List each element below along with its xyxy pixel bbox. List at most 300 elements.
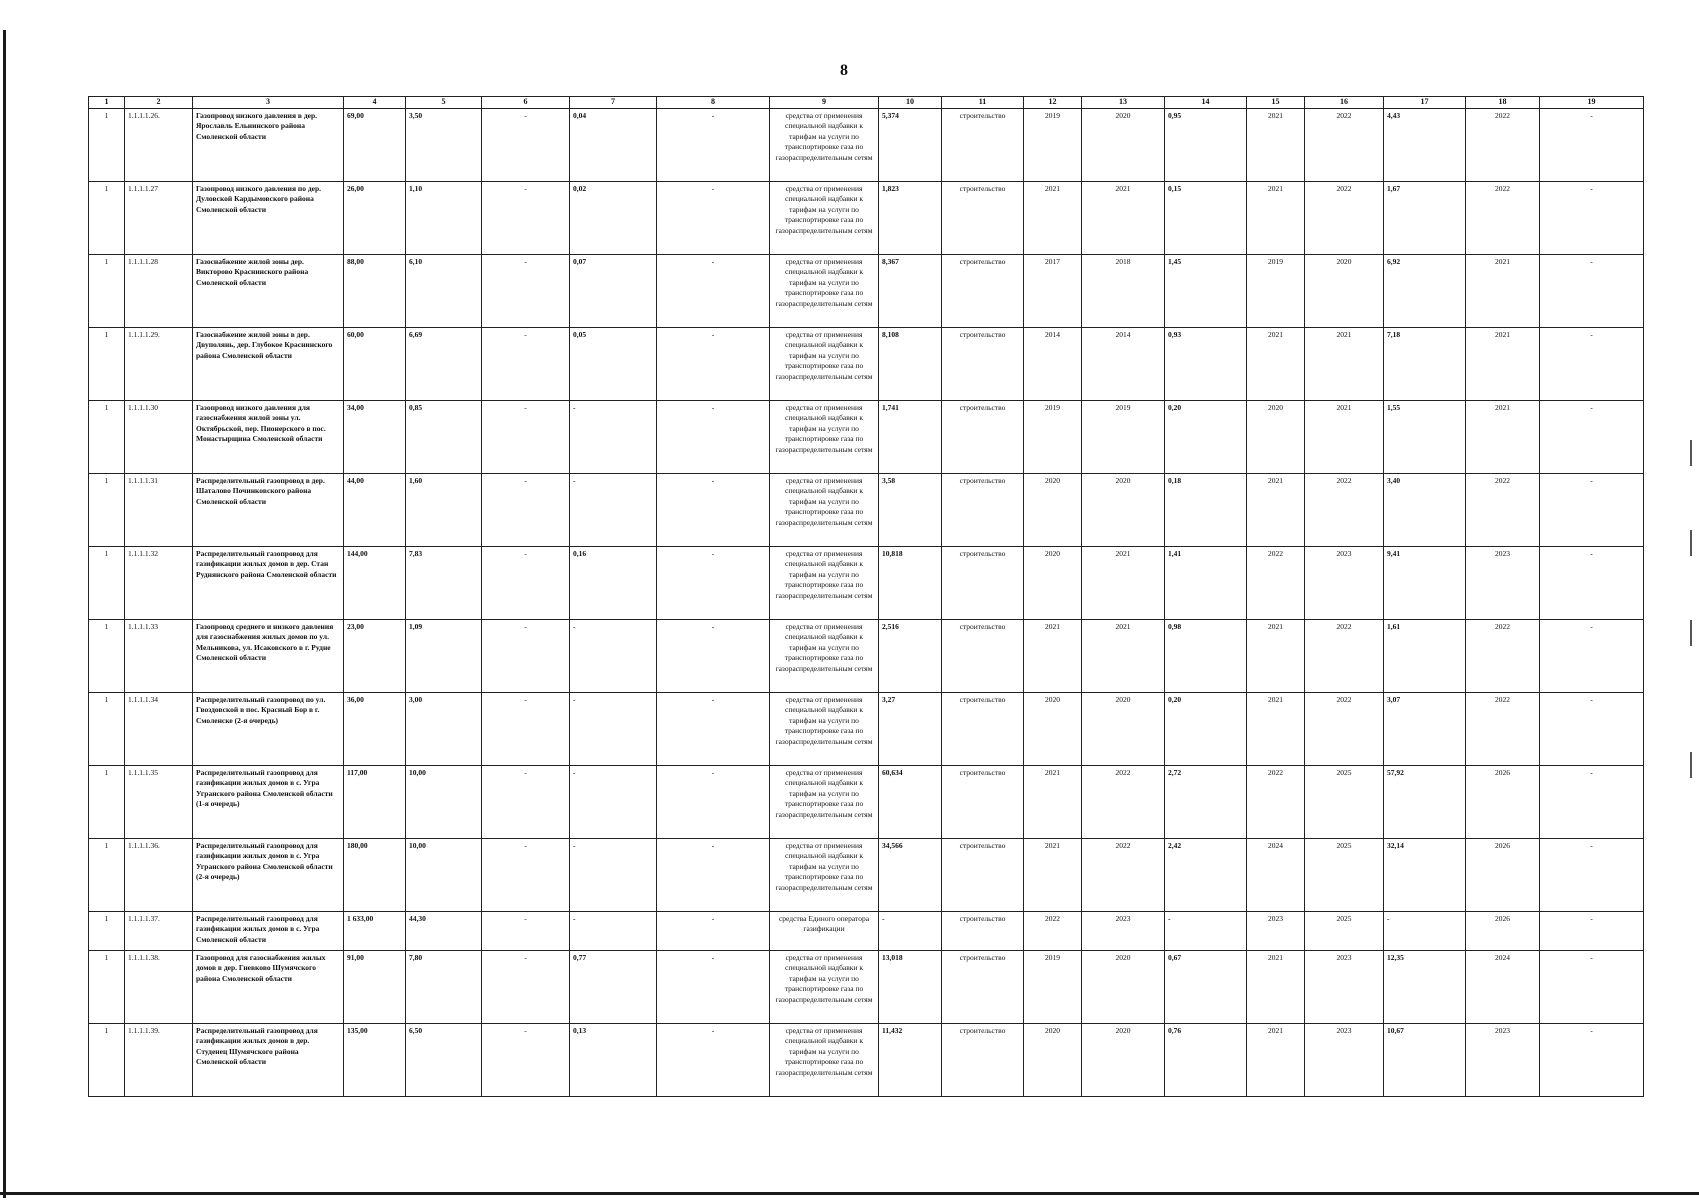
scan-border-left [3,30,6,1198]
column-header: 18 [1466,97,1540,109]
cell-value-5: 7,80 [406,950,482,1023]
cell-value-8: - [657,950,770,1023]
cell-year-15: 2021 [1247,692,1305,765]
cell-value-14: 1,45 [1165,254,1247,327]
cell-year-16: 2022 [1305,692,1384,765]
cell-work-type: строительство [942,327,1024,400]
cell-value-14: 0,15 [1165,181,1247,254]
column-header: 5 [406,97,482,109]
cell-cost: 1,741 [879,400,942,473]
cell-year-16: 2023 [1305,950,1384,1023]
cell-value-14: - [1165,911,1247,950]
cell-value-5: 1,10 [406,181,482,254]
cell-year-18: 2021 [1466,327,1540,400]
cell-value-5: 3,50 [406,108,482,181]
column-header: 17 [1384,97,1466,109]
cell-object-name: Распределительный газопровод по ул. Гвоздовской в пос. Красный Бор в г. Смоленске (2-я очередь) [193,692,344,765]
cell-work-type: строительство [942,619,1024,692]
cell-year-16: 2022 [1305,181,1384,254]
cell-year-16: 2022 [1305,108,1384,181]
cell-value-6: - [482,181,570,254]
cell-value-14: 0,98 [1165,619,1247,692]
cell-value-7: - [570,692,657,765]
scan-mark [1690,530,1692,556]
cell-value-19: - [1540,400,1644,473]
cell-year-end: 2020 [1082,473,1165,546]
cell-value-8: - [657,619,770,692]
table-row [89,838,1644,911]
cell-length: 180,00 [344,838,406,911]
cell-value-6: - [482,911,570,950]
cell-funding-source: средства от применения специальной надбавки к тарифам на услуги по транспортировке газа по газораспределительным сетям [770,108,879,181]
cell-value-17: 3,07 [1384,692,1466,765]
cell-value-8: - [657,692,770,765]
cell-section: 1 [89,619,125,692]
cell-year-18: 2024 [1466,950,1540,1023]
cell-year-end: 2014 [1082,327,1165,400]
cell-code: 1.1.1.1.37. [125,911,193,950]
cell-year-15: 2021 [1247,619,1305,692]
cell-value-19: - [1540,765,1644,838]
cell-value-19: - [1540,473,1644,546]
cell-year-18: 2023 [1466,1023,1540,1096]
cell-funding-source: средства от применения специальной надбавки к тарифам на услуги по транспортировке газа по газораспределительным сетям [770,473,879,546]
column-header: 1 [89,97,125,109]
cell-value-7: - [570,838,657,911]
cell-value-8: - [657,400,770,473]
cell-length: 23,00 [344,619,406,692]
cell-value-17: 12,35 [1384,950,1466,1023]
cell-cost: 11,432 [879,1023,942,1096]
column-header: 8 [657,97,770,109]
cell-section: 1 [89,400,125,473]
cell-section: 1 [89,181,125,254]
table-row [89,254,1644,327]
table-body [89,97,1644,1097]
cell-year-15: 2021 [1247,950,1305,1023]
cell-value-6: - [482,619,570,692]
cell-value-6: - [482,546,570,619]
cell-section: 1 [89,765,125,838]
table-row [89,950,1644,1023]
cell-work-type: строительство [942,254,1024,327]
scan-mark [1690,752,1692,778]
cell-length: 69,00 [344,108,406,181]
cell-value-19: - [1540,619,1644,692]
table-row [89,1023,1644,1096]
cell-year-15: 2019 [1247,254,1305,327]
cell-value-8: - [657,473,770,546]
table-row [89,181,1644,254]
cell-value-17: 9,41 [1384,546,1466,619]
cell-value-14: 0,20 [1165,692,1247,765]
cell-length: 117,00 [344,765,406,838]
cell-year-16: 2023 [1305,546,1384,619]
data-table [88,96,1644,1097]
cell-value-8: - [657,1023,770,1096]
column-header: 10 [879,97,942,109]
cell-funding-source: средства от применения специальной надбавки к тарифам на услуги по транспортировке газа по газораспределительным сетям [770,546,879,619]
cell-object-name: Газоснабжение жилой зоны дер. Викторово Краснинского района Смоленской области [193,254,344,327]
cell-value-5: 7,83 [406,546,482,619]
cell-value-7: 0,13 [570,1023,657,1096]
cell-year-start: 2020 [1024,473,1082,546]
cell-code: 1.1.1.1.39. [125,1023,193,1096]
cell-value-7: 0,16 [570,546,657,619]
cell-funding-source: средства от применения специальной надбавки к тарифам на услуги по транспортировке газа по газораспределительным сетям [770,400,879,473]
cell-value-17: 3,40 [1384,473,1466,546]
cell-year-16: 2025 [1305,765,1384,838]
cell-object-name: Газопровод среднего и низкого давления для газоснабжения жилых домов по ул. Мельникова, ул. Исаковского в г. Рудне Смоленской области [193,619,344,692]
cell-value-6: - [482,838,570,911]
cell-value-5: 10,00 [406,838,482,911]
cell-year-15: 2023 [1247,911,1305,950]
cell-year-start: 2021 [1024,838,1082,911]
table-row [89,692,1644,765]
cell-year-start: 2021 [1024,181,1082,254]
cell-funding-source: средства от применения специальной надбавки к тарифам на услуги по транспортировке газа по газораспределительным сетям [770,327,879,400]
cell-year-end: 2021 [1082,181,1165,254]
cell-year-end: 2022 [1082,838,1165,911]
cell-code: 1.1.1.1.36. [125,838,193,911]
cell-section: 1 [89,838,125,911]
cell-object-name: Распределительный газопровод для газификации жилых домов в дер. Стан Руднянского района Смоленской области [193,546,344,619]
cell-value-7: 0,02 [570,181,657,254]
cell-section: 1 [89,692,125,765]
cell-object-name: Распределительный газопровод в дер. Шаталово Починковского района Смоленской области [193,473,344,546]
cell-value-14: 2,72 [1165,765,1247,838]
cell-year-end: 2023 [1082,911,1165,950]
cell-value-17: 32,14 [1384,838,1466,911]
cell-value-6: - [482,108,570,181]
cell-year-15: 2021 [1247,181,1305,254]
column-header: 16 [1305,97,1384,109]
cell-length: 135,00 [344,1023,406,1096]
cell-length: 91,00 [344,950,406,1023]
cell-value-7: 0,07 [570,254,657,327]
cell-cost: 8,367 [879,254,942,327]
cell-work-type: строительство [942,838,1024,911]
cell-value-7: - [570,619,657,692]
cell-length: 60,00 [344,327,406,400]
cell-value-6: - [482,692,570,765]
column-header: 12 [1024,97,1082,109]
cell-code: 1.1.1.1.26. [125,108,193,181]
cell-value-17: 1,67 [1384,181,1466,254]
cell-work-type: строительство [942,473,1024,546]
cell-cost: 1,823 [879,181,942,254]
cell-object-name: Газопровод низкого давления для газоснабжения жилой зоны ул. Октябрьской, пер. Пионерского в пос. Монастырщина Смоленской области [193,400,344,473]
cell-year-15: 2022 [1247,765,1305,838]
cell-cost: 2,516 [879,619,942,692]
cell-year-start: 2017 [1024,254,1082,327]
cell-year-16: 2025 [1305,838,1384,911]
cell-funding-source: средства от применения специальной надбавки к тарифам на услуги по транспортировке газа по газораспределительным сетям [770,950,879,1023]
cell-year-end: 2021 [1082,546,1165,619]
cell-value-5: 6,50 [406,1023,482,1096]
cell-section: 1 [89,546,125,619]
cell-year-start: 2014 [1024,327,1082,400]
table-header-row [89,97,1644,109]
cell-year-16: 2022 [1305,473,1384,546]
cell-value-7: 0,77 [570,950,657,1023]
cell-funding-source: средства от применения специальной надбавки к тарифам на услуги по транспортировке газа по газораспределительным сетям [770,181,879,254]
cell-year-start: 2020 [1024,546,1082,619]
cell-value-19: - [1540,108,1644,181]
cell-year-18: 2026 [1466,765,1540,838]
cell-value-17: 1,55 [1384,400,1466,473]
cell-value-5: 10,00 [406,765,482,838]
cell-year-16: 2025 [1305,911,1384,950]
cell-value-17: 57,92 [1384,765,1466,838]
cell-funding-source: средства от применения специальной надбавки к тарифам на услуги по транспортировке газа по газораспределительным сетям [770,765,879,838]
cell-value-17: - [1384,911,1466,950]
cell-year-18: 2022 [1466,108,1540,181]
cell-year-end: 2020 [1082,692,1165,765]
cell-funding-source: средства от применения специальной надбавки к тарифам на услуги по транспортировке газа по газораспределительным сетям [770,838,879,911]
cell-object-name: Газопровод низкого давления в дер. Ярославль Ельнинского района Смоленской области [193,108,344,181]
cell-value-17: 10,67 [1384,1023,1466,1096]
cell-year-16: 2021 [1305,400,1384,473]
cell-year-15: 2021 [1247,327,1305,400]
cell-code: 1.1.1.1.29. [125,327,193,400]
cell-section: 1 [89,1023,125,1096]
cell-code: 1.1.1.1.32 [125,546,193,619]
cell-value-17: 4,43 [1384,108,1466,181]
table-row [89,546,1644,619]
cell-length: 144,00 [344,546,406,619]
cell-value-8: - [657,546,770,619]
cell-year-start: 2019 [1024,108,1082,181]
cell-section: 1 [89,254,125,327]
table-row [89,911,1644,950]
table-row [89,619,1644,692]
cell-value-5: 1,60 [406,473,482,546]
cell-year-end: 2020 [1082,108,1165,181]
cell-value-14: 0,93 [1165,327,1247,400]
cell-year-start: 2020 [1024,1023,1082,1096]
cell-funding-source: средства от применения специальной надбавки к тарифам на услуги по транспортировке газа по газораспределительным сетям [770,619,879,692]
cell-value-7: 0,05 [570,327,657,400]
table-row [89,400,1644,473]
table-row [89,473,1644,546]
cell-work-type: строительство [942,181,1024,254]
cell-value-5: 6,69 [406,327,482,400]
cell-section: 1 [89,108,125,181]
cell-value-8: - [657,181,770,254]
cell-year-16: 2020 [1305,254,1384,327]
cell-value-6: - [482,327,570,400]
cell-value-6: - [482,473,570,546]
cell-cost: 5,374 [879,108,942,181]
cell-year-15: 2021 [1247,108,1305,181]
cell-cost: 3,27 [879,692,942,765]
table-row [89,327,1644,400]
cell-year-18: 2022 [1466,692,1540,765]
cell-year-18: 2023 [1466,546,1540,619]
table-row [89,108,1644,181]
cell-year-end: 2021 [1082,619,1165,692]
cell-value-6: - [482,765,570,838]
scan-mark [1690,440,1692,466]
column-header: 13 [1082,97,1165,109]
cell-work-type: строительство [942,400,1024,473]
cell-value-19: - [1540,181,1644,254]
cell-value-14: 0,76 [1165,1023,1247,1096]
cell-value-14: 0,95 [1165,108,1247,181]
cell-code: 1.1.1.1.28 [125,254,193,327]
cell-code: 1.1.1.1.34 [125,692,193,765]
cell-value-14: 2,42 [1165,838,1247,911]
cell-cost: 60,634 [879,765,942,838]
cell-year-18: 2022 [1466,619,1540,692]
cell-year-15: 2020 [1247,400,1305,473]
cell-work-type: строительство [942,950,1024,1023]
cell-value-19: - [1540,911,1644,950]
cell-value-19: - [1540,546,1644,619]
cell-year-15: 2021 [1247,473,1305,546]
cell-value-14: 0,18 [1165,473,1247,546]
cell-value-7: - [570,473,657,546]
cell-work-type: строительство [942,108,1024,181]
cell-value-17: 1,61 [1384,619,1466,692]
cell-code: 1.1.1.1.35 [125,765,193,838]
cell-year-18: 2022 [1466,181,1540,254]
column-header: 15 [1247,97,1305,109]
cell-value-19: - [1540,692,1644,765]
column-header: 6 [482,97,570,109]
cell-code: 1.1.1.1.31 [125,473,193,546]
cell-work-type: строительство [942,1023,1024,1096]
cell-value-14: 0,67 [1165,950,1247,1023]
cell-cost: 10,818 [879,546,942,619]
cell-section: 1 [89,327,125,400]
cell-year-18: 2021 [1466,254,1540,327]
cell-value-8: - [657,911,770,950]
cell-object-name: Распределительный газопровод для газификации жилых домов в с. Угра Угранского района Смоленской области (2-я очередь) [193,838,344,911]
cell-value-8: - [657,108,770,181]
cell-cost: 13,018 [879,950,942,1023]
cell-value-7: - [570,911,657,950]
cell-year-start: 2021 [1024,765,1082,838]
cell-funding-source: средства от применения специальной надбавки к тарифам на услуги по транспортировке газа по газораспределительным сетям [770,692,879,765]
cell-year-end: 2020 [1082,1023,1165,1096]
cell-work-type: строительство [942,765,1024,838]
cell-value-6: - [482,1023,570,1096]
cell-section: 1 [89,950,125,1023]
cell-year-start: 2021 [1024,619,1082,692]
cell-value-8: - [657,254,770,327]
column-header: 19 [1540,97,1644,109]
cell-year-16: 2023 [1305,1023,1384,1096]
cell-code: 1.1.1.1.27 [125,181,193,254]
cell-code: 1.1.1.1.30 [125,400,193,473]
scan-mark [1690,620,1692,646]
cell-object-name: Газопровод низкого давления по дер. Дуловской Кардымовского района Смоленской области [193,181,344,254]
scan-border-bottom [0,1192,1699,1195]
cell-year-15: 2022 [1247,546,1305,619]
cell-cost: - [879,911,942,950]
column-header: 11 [942,97,1024,109]
cell-object-name: Газопровод для газоснабжения жилых домов в дер. Гневково Шумячского района Смоленской области [193,950,344,1023]
cell-value-5: 6,10 [406,254,482,327]
cell-cost: 8,108 [879,327,942,400]
cell-year-start: 2019 [1024,400,1082,473]
cell-funding-source: средства от применения специальной надбавки к тарифам на услуги по транспортировке газа по газораспределительным сетям [770,1023,879,1096]
column-header: 4 [344,97,406,109]
cell-cost: 34,566 [879,838,942,911]
cell-value-8: - [657,838,770,911]
cell-year-18: 2022 [1466,473,1540,546]
cell-year-end: 2020 [1082,950,1165,1023]
cell-value-5: 44,30 [406,911,482,950]
cell-value-19: - [1540,1023,1644,1096]
cell-value-7: - [570,400,657,473]
table-row [89,765,1644,838]
cell-year-18: 2026 [1466,911,1540,950]
column-header: 9 [770,97,879,109]
cell-cost: 3,58 [879,473,942,546]
cell-value-19: - [1540,950,1644,1023]
cell-section: 1 [89,911,125,950]
cell-year-15: 2021 [1247,1023,1305,1096]
cell-object-name: Распределительный газопровод для газификации жилых домов в дер. Студенец Шумячского района Смоленской области [193,1023,344,1096]
cell-value-17: 7,18 [1384,327,1466,400]
cell-year-15: 2024 [1247,838,1305,911]
cell-length: 88,00 [344,254,406,327]
cell-length: 36,00 [344,692,406,765]
cell-code: 1.1.1.1.38. [125,950,193,1023]
cell-value-5: 0,85 [406,400,482,473]
cell-year-end: 2019 [1082,400,1165,473]
column-header: 14 [1165,97,1247,109]
cell-value-7: - [570,765,657,838]
cell-work-type: строительство [942,692,1024,765]
cell-length: 44,00 [344,473,406,546]
cell-value-19: - [1540,838,1644,911]
cell-value-7: 0,04 [570,108,657,181]
cell-value-6: - [482,400,570,473]
column-header: 7 [570,97,657,109]
cell-length: 26,00 [344,181,406,254]
page-number: 8 [840,62,848,79]
cell-funding-source: средства от применения специальной надбавки к тарифам на услуги по транспортировке газа по газораспределительным сетям [770,254,879,327]
cell-object-name: Газоснабжение жилой зоны в дер. Двуполянь, дер. Глубокое Краснинского района Смоленской области [193,327,344,400]
cell-length: 34,00 [344,400,406,473]
cell-value-19: - [1540,254,1644,327]
cell-value-14: 0,20 [1165,400,1247,473]
cell-object-name: Распределительный газопровод для газификации жилых домов в с. Угра Угранского района Смоленской области (1-я очередь) [193,765,344,838]
cell-object-name: Распределительный газопровод для газификации жилых домов в с. Угра Смоленской области [193,911,344,950]
cell-year-18: 2021 [1466,400,1540,473]
cell-value-17: 6,92 [1384,254,1466,327]
cell-length: 1 633,00 [344,911,406,950]
cell-value-6: - [482,254,570,327]
cell-value-14: 1,41 [1165,546,1247,619]
cell-year-start: 2019 [1024,950,1082,1023]
cell-year-16: 2021 [1305,327,1384,400]
cell-value-6: - [482,950,570,1023]
cell-value-8: - [657,327,770,400]
cell-value-5: 3,00 [406,692,482,765]
cell-year-18: 2026 [1466,838,1540,911]
column-header: 3 [193,97,344,109]
cell-year-end: 2022 [1082,765,1165,838]
cell-value-5: 1,09 [406,619,482,692]
cell-year-start: 2020 [1024,692,1082,765]
column-header: 2 [125,97,193,109]
cell-value-8: - [657,765,770,838]
